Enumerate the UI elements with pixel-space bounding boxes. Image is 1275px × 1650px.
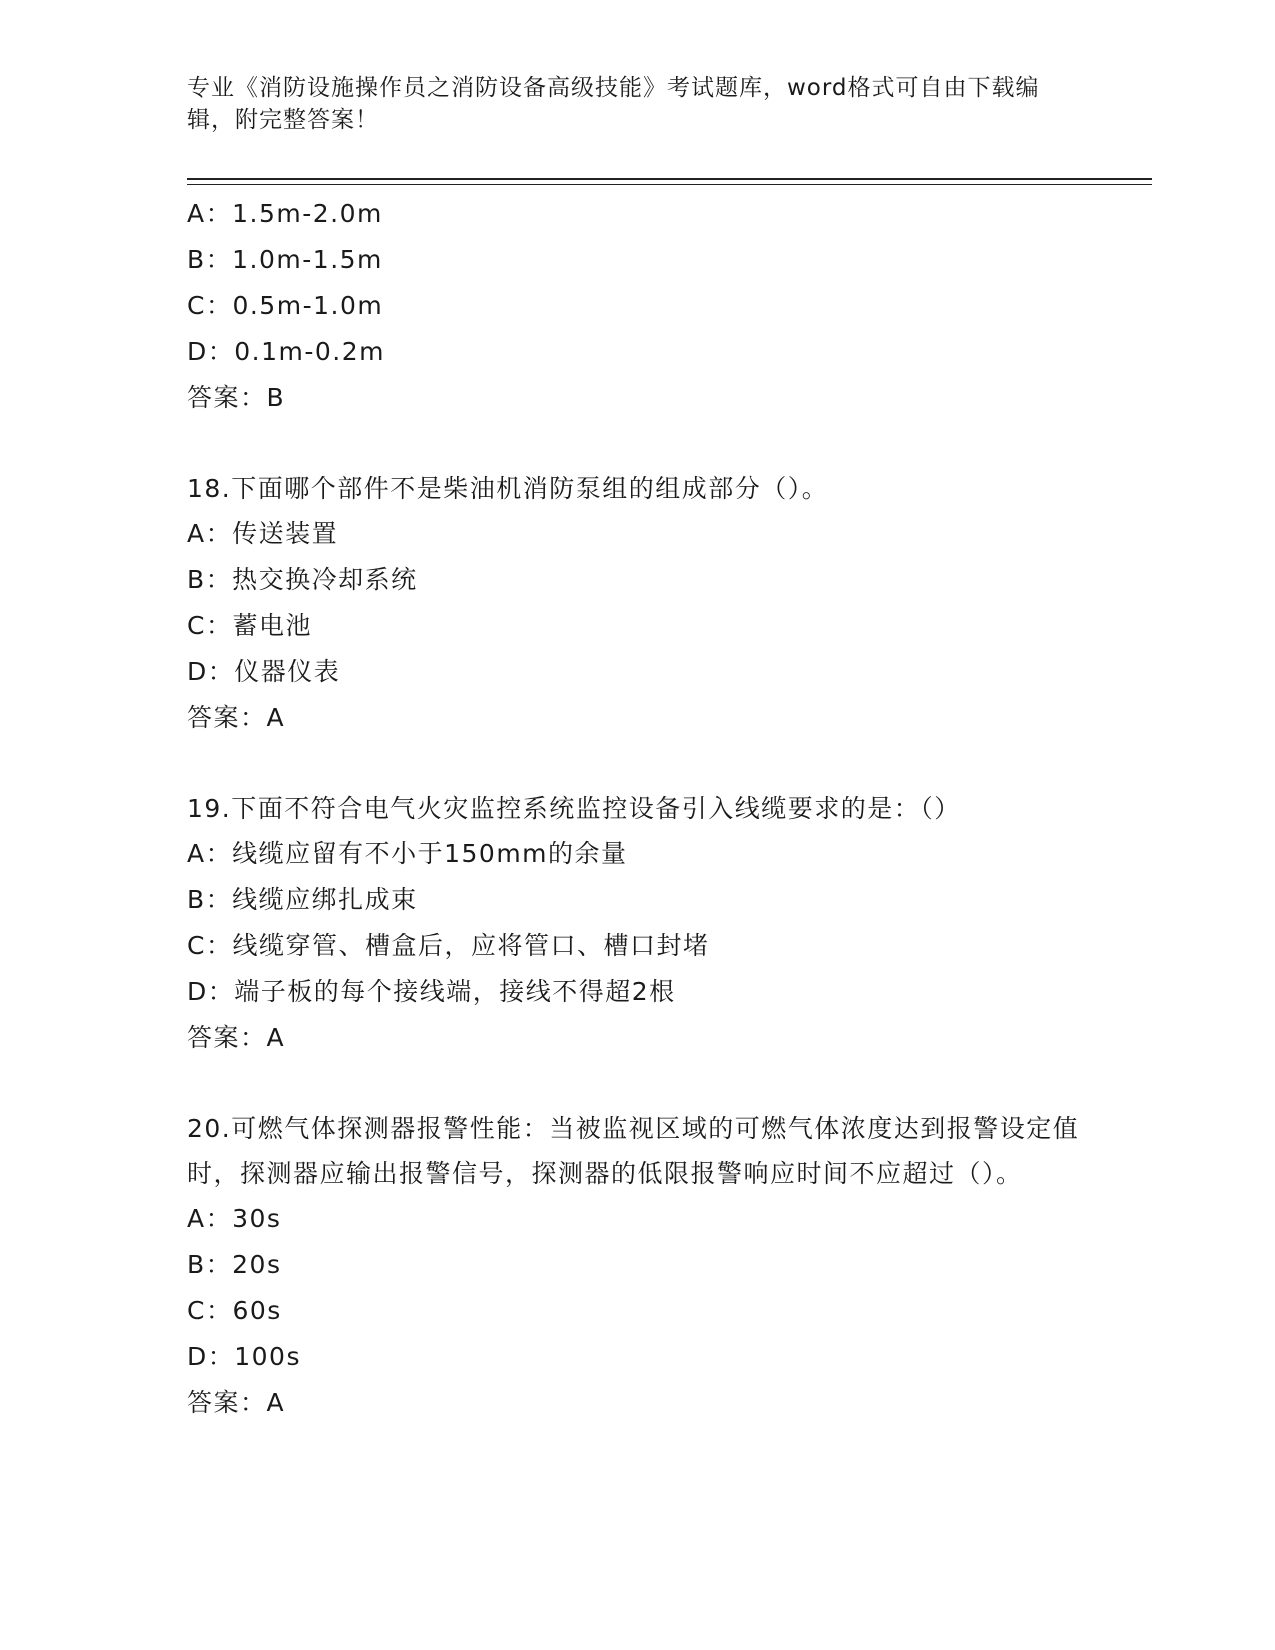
option-d: D：0.1m-0.2m [187, 337, 385, 366]
header-rule-thin [187, 184, 1152, 185]
option-c: C：线缆穿管、槽盒后，应将管口、槽口封堵 [187, 931, 710, 960]
question-text: 20.可燃气体探测器报警性能：当被监视区域的可燃气体浓度达到报警设定值时，探测器应输出报警信号，探测器的低限报警响应时间不应超过（）。 [187, 1114, 1080, 1188]
answer-line: 答案：A [187, 1388, 286, 1417]
question-block-18 [187, 466, 1087, 741]
option-d: D：端子板的每个接线端，接线不得超2根 [187, 977, 676, 1006]
option-a: A：传送装置 [187, 519, 339, 548]
option-c: C：0.5m-1.0m [187, 291, 384, 320]
question-text: 19.下面不符合电气火灾监控系统监控设备引入线缆要求的是：（） [187, 794, 961, 823]
question-block-17 [187, 191, 1087, 421]
question-text: 18.下面哪个部件不是柴油机消防泵组的组成部分（）。 [187, 474, 829, 503]
answer-line: 答案：A [187, 703, 286, 732]
document-header: 专业《消防设施操作员之消防设备高级技能》考试题库，word格式可自由下载编辑，附完整答案！ [187, 75, 1040, 133]
option-a: A：1.5m-2.0m [187, 199, 383, 228]
option-a: A：线缆应留有不小于150mm的余量 [187, 839, 628, 868]
option-c: C：蓄电池 [187, 611, 312, 640]
option-d: D：100s [187, 1342, 301, 1371]
option-b: B：线缆应绑扎成束 [187, 885, 418, 914]
option-a: A：30s [187, 1204, 282, 1233]
question-block-20 [187, 1106, 1087, 1426]
option-b: B：热交换冷却系统 [187, 565, 418, 594]
header-rule-thick [187, 178, 1152, 180]
option-b: B：20s [187, 1250, 282, 1279]
question-block-19 [187, 786, 1087, 1061]
answer-line: 答案：A [187, 1023, 286, 1052]
question-list [187, 191, 1087, 1471]
option-d: D：仪器仪表 [187, 657, 341, 686]
answer-line: 答案：B [187, 383, 286, 412]
option-b: B：1.0m-1.5m [187, 245, 383, 274]
option-c: C：60s [187, 1296, 282, 1325]
